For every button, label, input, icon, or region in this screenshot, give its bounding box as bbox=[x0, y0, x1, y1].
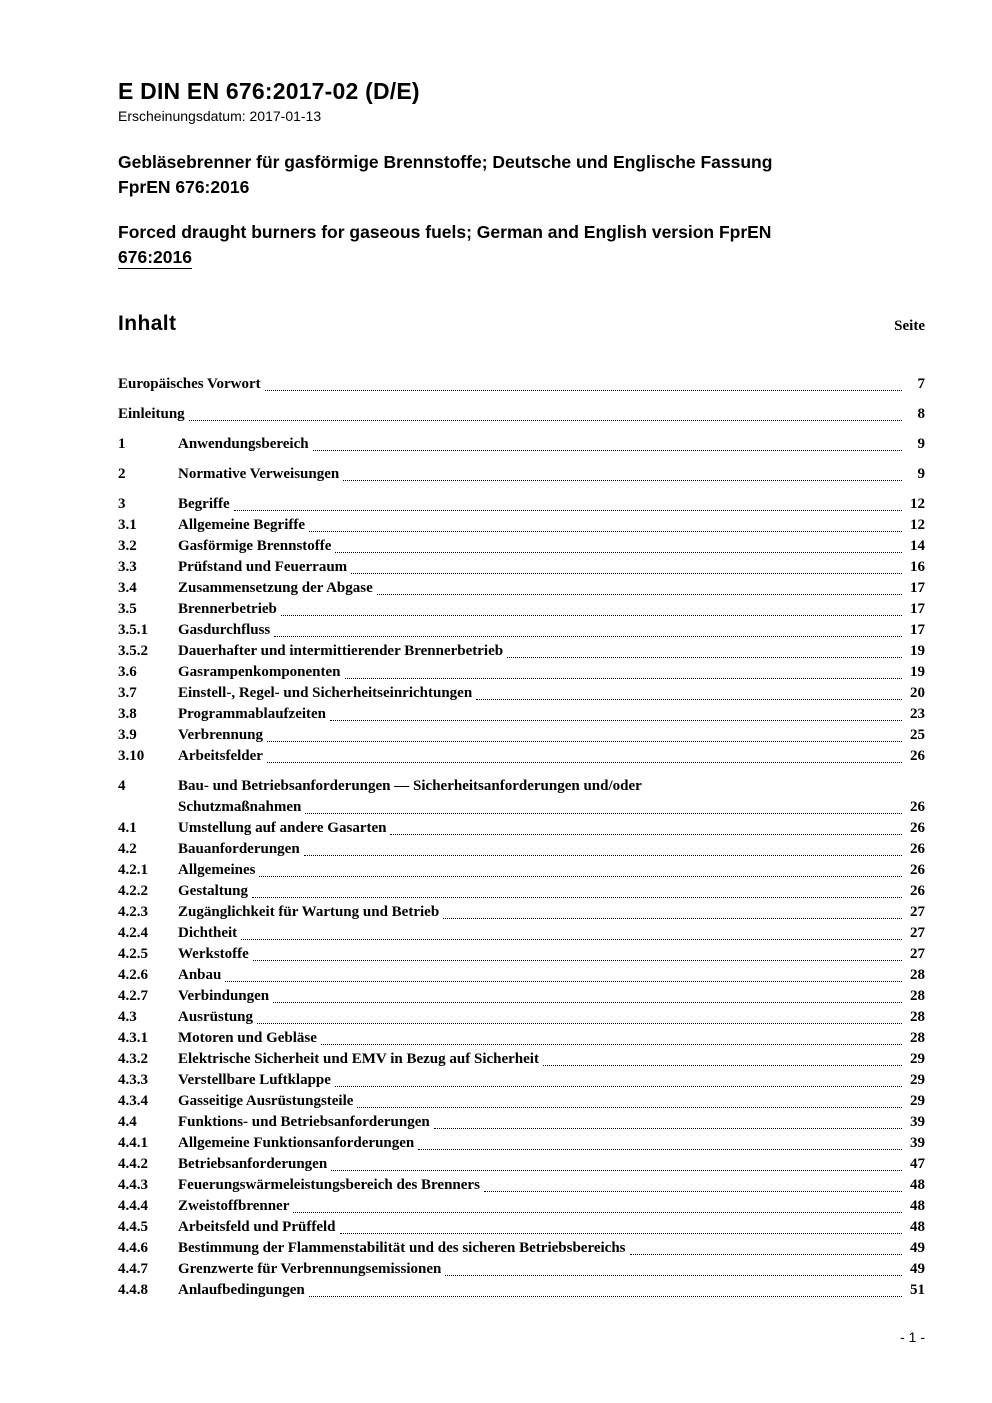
toc-entry-number: 4.3.2 bbox=[118, 1051, 148, 1067]
toc-entry bbox=[118, 797, 925, 818]
toc-leader-dots bbox=[390, 834, 902, 835]
toc-leader-dots bbox=[241, 939, 902, 940]
toc-entry-number: 4.2.5 bbox=[118, 946, 148, 962]
toc-entry-number: 3.2 bbox=[118, 538, 137, 554]
toc-entry-title: Schutzmaßnahmen bbox=[178, 799, 302, 815]
toc-entry-page: 28 bbox=[910, 967, 925, 983]
toc-leader-dots bbox=[189, 420, 902, 421]
toc-entry-page: 27 bbox=[910, 925, 925, 941]
toc-entry-number: 3.10 bbox=[118, 748, 145, 764]
toc-entry-number: 3.7 bbox=[118, 685, 137, 701]
toc-entry-number: 4.2.1 bbox=[118, 862, 148, 878]
toc-entry-page: 29 bbox=[910, 1093, 925, 1109]
toc-leader-dots bbox=[321, 1044, 902, 1045]
toc-entry-number: 3 bbox=[118, 496, 126, 512]
toc-leader-dots bbox=[274, 636, 902, 637]
toc-entry bbox=[118, 704, 925, 725]
toc-entry-title: Gasdurchfluss bbox=[178, 622, 271, 638]
toc-section-gap bbox=[118, 485, 925, 494]
toc-entry-page: 17 bbox=[910, 622, 925, 638]
toc-entry bbox=[118, 374, 925, 395]
toc-entry-title: Bauanforderungen bbox=[178, 841, 300, 857]
toc-entry bbox=[118, 464, 925, 485]
toc-entry-page: 25 bbox=[910, 727, 925, 743]
toc-entry-title: Umstellung auf andere Gasarten bbox=[178, 820, 387, 836]
toc-entry-title: Anbau bbox=[178, 967, 222, 983]
toc-entry-page: 49 bbox=[910, 1240, 925, 1256]
toc-entry-page: 26 bbox=[910, 841, 925, 857]
toc-entry-title: Funktions- und Betriebsanforderungen bbox=[178, 1114, 430, 1130]
toc-entry-page: 26 bbox=[910, 820, 925, 836]
toc-entry bbox=[118, 683, 925, 704]
toc-entry-title: Allgemeine Funktionsanforderungen bbox=[178, 1135, 415, 1151]
toc-entry-page: 23 bbox=[910, 706, 925, 722]
toc-entry-number: 3.5 bbox=[118, 601, 137, 617]
toc-entry bbox=[118, 1007, 925, 1028]
toc-leader-dots bbox=[476, 699, 902, 700]
toc-leader-dots bbox=[434, 1128, 902, 1129]
toc-entry-number: 4.3 bbox=[118, 1009, 137, 1025]
toc-entry-page: 27 bbox=[910, 946, 925, 962]
toc-entry bbox=[118, 1049, 925, 1070]
toc-entry-title: Anlaufbedingungen bbox=[178, 1282, 305, 1298]
publication-date: Erscheinungsdatum: 2017-01-13 bbox=[118, 108, 322, 124]
toc-entry bbox=[118, 404, 925, 425]
toc-entry-number: 2 bbox=[118, 466, 126, 482]
toc-entry-number: 4.2.7 bbox=[118, 988, 148, 1004]
toc-entry bbox=[118, 818, 925, 839]
toc-entry-page: 39 bbox=[910, 1135, 925, 1151]
toc-entry bbox=[118, 536, 925, 557]
toc-entry-title: Allgemeines bbox=[178, 862, 256, 878]
toc-entry-title: Verbrennung bbox=[178, 727, 264, 743]
toc-leader-dots bbox=[357, 1107, 902, 1108]
toc-entry-page: 28 bbox=[910, 1009, 925, 1025]
toc-entry-title: Betriebsanforderungen bbox=[178, 1156, 328, 1172]
toc-leader-dots bbox=[335, 1086, 902, 1087]
toc-leader-dots bbox=[345, 678, 902, 679]
toc-leader-dots bbox=[225, 981, 902, 982]
toc-leader-dots bbox=[305, 813, 902, 814]
toc-entry-page: 17 bbox=[910, 580, 925, 596]
toc-entry-title: Allgemeine Begriffe bbox=[178, 517, 306, 533]
toc-entry-page: 49 bbox=[910, 1261, 925, 1277]
toc-section-gap bbox=[118, 455, 925, 464]
toc-entry-page: 26 bbox=[910, 883, 925, 899]
toc-entry-title: Arbeitsfeld und Prüffeld bbox=[178, 1219, 336, 1235]
toc-entry bbox=[118, 434, 925, 455]
toc-entry bbox=[118, 902, 925, 923]
title-german-line2: FprEN 676:2016 bbox=[118, 177, 250, 197]
toc-entry-title: Feuerungswärmeleistungsbereich des Brenners bbox=[178, 1177, 480, 1193]
toc-leader-dots bbox=[335, 552, 902, 553]
toc-entry-title: Werkstoffe bbox=[178, 946, 249, 962]
toc-entry bbox=[118, 599, 925, 620]
toc-entry bbox=[118, 965, 925, 986]
toc-entry-number: 3.3 bbox=[118, 559, 137, 575]
toc-entry bbox=[118, 860, 925, 881]
toc-entry-title: Anwendungsbereich bbox=[178, 436, 309, 452]
toc-entry-number: 4.4.4 bbox=[118, 1198, 148, 1214]
toc-entry-title: Bau- und Betriebsanforderungen — Sicherheitsanforderungen und/oder bbox=[178, 778, 642, 794]
toc-entry-page: 26 bbox=[910, 799, 925, 815]
toc-entry-page: 39 bbox=[910, 1114, 925, 1130]
toc-entry bbox=[118, 557, 925, 578]
toc-leader-dots bbox=[259, 876, 902, 877]
toc-entry-page: 19 bbox=[910, 664, 925, 680]
title-english-line1: Forced draught burners for gaseous fuels; German and English version FprEN bbox=[118, 222, 772, 242]
toc-entry-number: 4.2.4 bbox=[118, 925, 148, 941]
toc-entry bbox=[118, 1217, 925, 1238]
toc-entry-page: 26 bbox=[910, 748, 925, 764]
toc-entry-number: 4.3.3 bbox=[118, 1072, 148, 1088]
toc-section-gap bbox=[118, 395, 925, 404]
toc-entry-title: Gasseitige Ausrüstungsteile bbox=[178, 1093, 354, 1109]
toc-entry-number: 4.4 bbox=[118, 1114, 137, 1130]
toc-section-gap bbox=[118, 767, 925, 776]
toc-leader-dots bbox=[309, 1296, 902, 1297]
toc-entry-number: 4.4.5 bbox=[118, 1219, 148, 1235]
title-english bbox=[118, 220, 925, 270]
toc-entry bbox=[118, 923, 925, 944]
toc-section-gap bbox=[118, 425, 925, 434]
toc-entry-title: Europäisches Vorwort bbox=[118, 376, 261, 392]
toc-entry bbox=[118, 725, 925, 746]
toc-leader-dots bbox=[252, 897, 902, 898]
toc-entry-page: 12 bbox=[910, 496, 925, 512]
toc-entry-page: 47 bbox=[910, 1156, 925, 1172]
toc-entry-number: 4.4.6 bbox=[118, 1240, 148, 1256]
toc-list bbox=[118, 374, 925, 1301]
toc-entry-number: 4.4.1 bbox=[118, 1135, 148, 1151]
toc-entry-title: Elektrische Sicherheit und EMV in Bezug auf Sicherheit bbox=[178, 1051, 539, 1067]
toc-entry-page: 48 bbox=[910, 1219, 925, 1235]
toc-entry-number: 3.5.1 bbox=[118, 622, 148, 638]
toc-entry-title: Gasrampenkomponenten bbox=[178, 664, 341, 680]
toc-leader-dots bbox=[273, 1002, 902, 1003]
toc-entry-number: 4.3.4 bbox=[118, 1093, 148, 1109]
toc-entry-number: 3.4 bbox=[118, 580, 137, 596]
toc-leader-dots bbox=[343, 480, 902, 481]
toc-entry-title: Ausrüstung bbox=[178, 1009, 254, 1025]
toc-leader-dots bbox=[253, 960, 902, 961]
toc-entry bbox=[118, 1238, 925, 1259]
toc-entry bbox=[118, 1133, 925, 1154]
toc-leader-dots bbox=[543, 1065, 902, 1066]
toc-entry-page: 51 bbox=[910, 1282, 925, 1298]
toc-entry-number: 3.6 bbox=[118, 664, 137, 680]
toc-entry-page: 19 bbox=[910, 643, 925, 659]
document-number: E DIN EN 676:2017-02 (D/E) bbox=[118, 78, 420, 104]
toc-entry-number: 4.4.8 bbox=[118, 1282, 148, 1298]
toc-entry-page: 7 bbox=[917, 376, 925, 392]
toc-entry-number: 4.2 bbox=[118, 841, 137, 857]
toc-leader-dots bbox=[445, 1275, 902, 1276]
toc-entry-number: 4.4.2 bbox=[118, 1156, 148, 1172]
toc-entry-number: 4.2.2 bbox=[118, 883, 148, 899]
toc-entry-title: Einleitung bbox=[118, 406, 185, 422]
toc-entry-page: 48 bbox=[910, 1198, 925, 1214]
toc-entry bbox=[118, 1259, 925, 1280]
toc-entry-title: Dauerhafter und intermittierender Brennerbetrieb bbox=[178, 643, 504, 659]
title-german bbox=[118, 150, 925, 200]
toc-entry-number: 3.1 bbox=[118, 517, 137, 533]
toc-leader-dots bbox=[351, 573, 902, 574]
toc-entry-number: 4.4.3 bbox=[118, 1177, 148, 1193]
toc-entry-number: 4.4.7 bbox=[118, 1261, 148, 1277]
toc-entry bbox=[118, 494, 925, 515]
toc-entry bbox=[118, 1175, 925, 1196]
toc-leader-dots bbox=[443, 918, 902, 919]
toc-entry-number: 4.1 bbox=[118, 820, 137, 836]
title-german-line1: Gebläsebrenner für gasförmige Brennstoffe; Deutsche und Englische Fassung bbox=[118, 152, 773, 172]
toc-entry-page: 27 bbox=[910, 904, 925, 920]
toc-entry-page: 8 bbox=[917, 406, 925, 422]
toc-entry bbox=[118, 1154, 925, 1175]
toc-entry-page: 17 bbox=[910, 601, 925, 617]
toc-leader-dots bbox=[340, 1233, 903, 1234]
toc-entry-title: Gasförmige Brennstoffe bbox=[178, 538, 332, 554]
toc-entry-page: 28 bbox=[910, 1030, 925, 1046]
toc-leader-dots bbox=[304, 855, 902, 856]
toc-leader-dots bbox=[267, 741, 902, 742]
toc-entry-title: Prüfstand und Feuerraum bbox=[178, 559, 348, 575]
toc-leader-dots bbox=[313, 450, 902, 451]
toc-entry bbox=[118, 620, 925, 641]
toc-entry-number: 4.2.3 bbox=[118, 904, 148, 920]
toc-entry-page: 12 bbox=[910, 517, 925, 533]
toc-leader-dots bbox=[257, 1023, 902, 1024]
toc-entry-title: Normative Verweisungen bbox=[178, 466, 340, 482]
toc-entry-title: Gestaltung bbox=[178, 883, 249, 899]
toc-entry bbox=[118, 515, 925, 536]
toc-leader-dots bbox=[265, 390, 902, 391]
toc-leader-dots bbox=[267, 762, 902, 763]
toc-entry-number: 4 bbox=[118, 778, 126, 794]
toc-entry-page: 29 bbox=[910, 1051, 925, 1067]
toc-entry bbox=[118, 1070, 925, 1091]
toc-entry-number: 4.3.1 bbox=[118, 1030, 148, 1046]
toc-header-row bbox=[118, 312, 925, 336]
toc-leader-dots bbox=[484, 1191, 902, 1192]
toc-entry bbox=[118, 1196, 925, 1217]
toc-entry-title: Zweistoffbrenner bbox=[178, 1198, 290, 1214]
toc-leader-dots bbox=[418, 1149, 902, 1150]
toc-entry bbox=[118, 662, 925, 683]
toc-leader-dots bbox=[309, 531, 902, 532]
toc-entry bbox=[118, 1280, 925, 1301]
toc-entry bbox=[118, 881, 925, 902]
toc-leader-dots bbox=[331, 1170, 902, 1171]
toc-entry-title: Verbindungen bbox=[178, 988, 270, 1004]
toc-entry bbox=[118, 776, 925, 797]
toc-heading: Inhalt bbox=[118, 312, 177, 335]
toc-entry bbox=[118, 1028, 925, 1049]
toc-entry bbox=[118, 641, 925, 662]
toc-entry bbox=[118, 944, 925, 965]
toc-entry-page: 26 bbox=[910, 862, 925, 878]
toc-entry-page: 28 bbox=[910, 988, 925, 1004]
toc-entry-page: 9 bbox=[917, 436, 925, 452]
toc-entry-title: Arbeitsfelder bbox=[178, 748, 263, 764]
toc-entry-title: Begriffe bbox=[178, 496, 230, 512]
toc-entry bbox=[118, 578, 925, 599]
toc-entry-page: 9 bbox=[917, 466, 925, 482]
toc-leader-dots bbox=[630, 1254, 903, 1255]
toc-entry-title: Zusammensetzung der Abgase bbox=[178, 580, 373, 596]
toc-entry-page: 48 bbox=[910, 1177, 925, 1193]
toc-entry-title: Motoren und Gebläse bbox=[178, 1030, 317, 1046]
toc-entry-title: Dichtheit bbox=[178, 925, 238, 941]
toc-entry-page: 29 bbox=[910, 1072, 925, 1088]
toc-entry-number: 4.2.6 bbox=[118, 967, 148, 983]
toc-entry bbox=[118, 1112, 925, 1133]
toc-leader-dots bbox=[377, 594, 902, 595]
toc-leader-dots bbox=[507, 657, 902, 658]
toc-entry-page: 16 bbox=[910, 559, 925, 575]
toc-entry bbox=[118, 839, 925, 860]
toc-entry-title: Bestimmung der Flammenstabilität und des sicheren Betriebsbereichs bbox=[178, 1240, 626, 1256]
toc-leader-dots bbox=[281, 615, 902, 616]
toc-entry-title: Brennerbetrieb bbox=[178, 601, 277, 617]
toc-entry bbox=[118, 746, 925, 767]
toc-entry-title: Zugänglichkeit für Wartung und Betrieb bbox=[178, 904, 440, 920]
toc-leader-dots bbox=[330, 720, 902, 721]
toc-entry-number: 3.5.2 bbox=[118, 643, 148, 659]
title-english-line2: 676:2016 bbox=[118, 247, 192, 267]
toc-entry bbox=[118, 1091, 925, 1112]
toc-entry-title: Programmablaufzeiten bbox=[178, 706, 327, 722]
toc-leader-dots bbox=[293, 1212, 902, 1213]
page-number-indicator: - 1 - bbox=[900, 1329, 925, 1345]
toc-entry-number: 3.8 bbox=[118, 706, 137, 722]
toc-entry-title: Grenzwerte für Verbrennungsemissionen bbox=[178, 1261, 442, 1277]
toc-entry-page: 20 bbox=[910, 685, 925, 701]
toc-entry-number: 1 bbox=[118, 436, 126, 452]
toc-entry-number: 3.9 bbox=[118, 727, 137, 743]
toc-entry-title: Einstell-, Regel- und Sicherheitseinrichtungen bbox=[178, 685, 473, 701]
toc-page-column-label: Seite bbox=[894, 318, 925, 334]
toc-leader-dots bbox=[234, 510, 902, 511]
toc-entry-page: 14 bbox=[910, 538, 925, 554]
toc-entry bbox=[118, 986, 925, 1007]
toc-entry-title: Verstellbare Luftklappe bbox=[178, 1072, 331, 1088]
